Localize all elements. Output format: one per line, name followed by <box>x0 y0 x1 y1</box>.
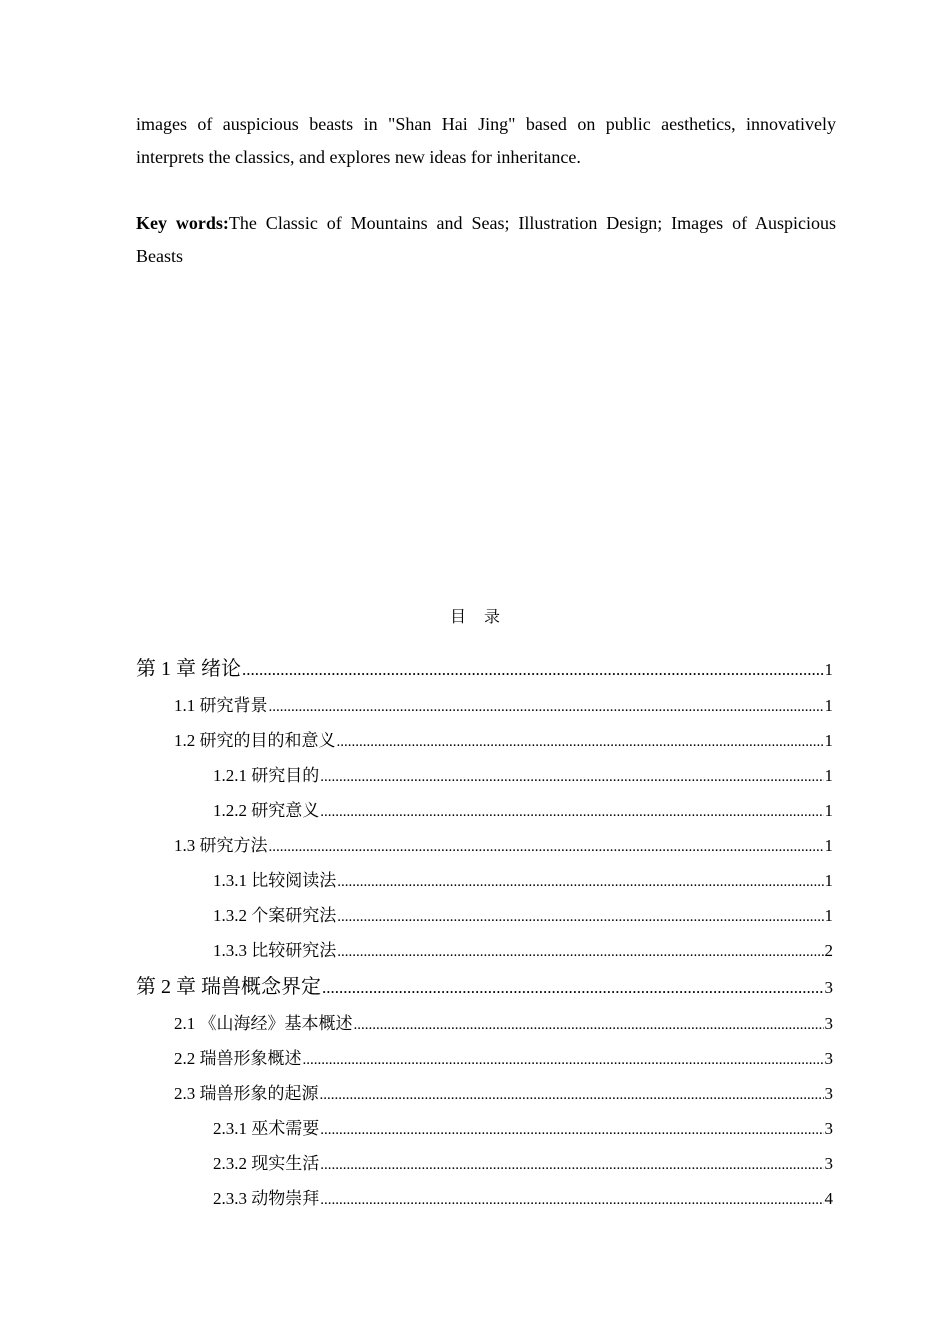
toc-entry[interactable] <box>136 863 833 898</box>
toc-dot-leader <box>337 863 823 900</box>
toc-dot-leader <box>320 758 823 795</box>
toc-entry[interactable] <box>136 1041 833 1076</box>
toc-entry-page-number: 1 <box>824 660 833 679</box>
toc-entry-label: 1.2 研究的目的和意义 <box>174 731 336 750</box>
keywords-block <box>136 207 836 273</box>
toc-entry[interactable] <box>136 933 833 968</box>
toc-entry-page-number: 3 <box>824 1014 833 1033</box>
keywords-label: Key words: <box>136 213 229 233</box>
toc-entry[interactable] <box>136 758 833 793</box>
table-of-contents <box>136 650 833 1216</box>
toc-entry-page-number: 3 <box>824 1154 833 1173</box>
toc-entry-page-number: 1 <box>824 696 833 715</box>
toc-entry[interactable] <box>136 898 833 933</box>
toc-entry[interactable] <box>136 828 833 863</box>
toc-entry-page-number: 1 <box>824 801 833 820</box>
toc-entry[interactable] <box>136 1076 833 1111</box>
toc-entry-page-number: 1 <box>824 906 833 925</box>
toc-entry[interactable] <box>136 1111 833 1146</box>
toc-entry[interactable] <box>136 1006 833 1041</box>
abstract-text: images of auspicious beasts in "Shan Hai Jing" based on public aesthetics, innovatively interprets the classics, and explores new ideas for inheritance. <box>136 114 836 167</box>
toc-entry-label: 2.3.2 现实生活 <box>213 1154 320 1173</box>
toc-entry-label: 2.3.3 动物崇拜 <box>213 1189 320 1208</box>
toc-entry-label: 1.3.1 比较阅读法 <box>213 871 337 890</box>
toc-entry-page-number: 3 <box>824 1084 833 1103</box>
toc-entry-page-number: 2 <box>824 941 833 960</box>
toc-dot-leader <box>269 688 824 725</box>
abstract-paragraph <box>136 108 836 174</box>
toc-dot-leader <box>337 933 823 970</box>
toc-entry[interactable] <box>136 650 833 688</box>
toc-entry-label: 2.2 瑞兽形象概述 <box>174 1049 302 1068</box>
toc-dot-leader <box>269 828 824 865</box>
toc-entry[interactable] <box>136 723 833 758</box>
toc-entry-label: 1.3.3 比较研究法 <box>213 941 337 960</box>
toc-entry-label: 第 1 章 绪论 <box>136 658 241 680</box>
toc-entry-page-number: 4 <box>824 1189 833 1208</box>
toc-entry-label: 1.2.1 研究目的 <box>213 766 320 785</box>
toc-entry[interactable] <box>136 1146 833 1181</box>
toc-dot-leader <box>303 1041 824 1078</box>
toc-entry-page-number: 3 <box>824 1049 833 1068</box>
toc-dot-leader <box>337 723 824 760</box>
toc-dot-leader <box>320 1111 823 1148</box>
toc-dot-leader <box>322 968 824 1007</box>
toc-dot-leader <box>320 1076 824 1113</box>
toc-entry-page-number: 1 <box>824 871 833 890</box>
toc-entry[interactable] <box>136 968 833 1006</box>
toc-entry-page-number: 1 <box>824 836 833 855</box>
toc-dot-leader <box>320 793 823 830</box>
toc-entry[interactable] <box>136 793 833 828</box>
toc-entry-page-number: 1 <box>824 766 833 785</box>
toc-entry-label: 1.2.2 研究意义 <box>213 801 320 820</box>
toc-entry-page-number: 3 <box>824 1119 833 1138</box>
toc-dot-leader <box>354 1006 824 1043</box>
toc-entry-label: 第 2 章 瑞兽概念界定 <box>136 976 321 998</box>
toc-title: 目录 <box>449 609 518 626</box>
toc-dot-leader <box>337 898 823 935</box>
toc-entry-label: 2.3.1 巫术需要 <box>213 1119 320 1138</box>
toc-dot-leader <box>320 1181 823 1218</box>
toc-entry[interactable] <box>136 1181 833 1216</box>
toc-entry-label: 1.1 研究背景 <box>174 696 268 715</box>
toc-entry-label: 1.3 研究方法 <box>174 836 268 855</box>
toc-dot-leader <box>242 650 824 689</box>
keywords-text: The Classic of Mountains and Seas; Illustration Design; Images of Auspicious Beasts <box>136 213 836 266</box>
toc-dot-leader <box>320 1146 823 1183</box>
toc-entry-label: 1.3.2 个案研究法 <box>213 906 337 925</box>
toc-entry-label: 2.3 瑞兽形象的起源 <box>174 1084 319 1103</box>
toc-entry[interactable] <box>136 688 833 723</box>
toc-entry-label: 2.1 《山海经》基本概述 <box>174 1014 353 1033</box>
toc-entry-page-number: 3 <box>824 978 833 997</box>
toc-entry-page-number: 1 <box>824 731 833 750</box>
